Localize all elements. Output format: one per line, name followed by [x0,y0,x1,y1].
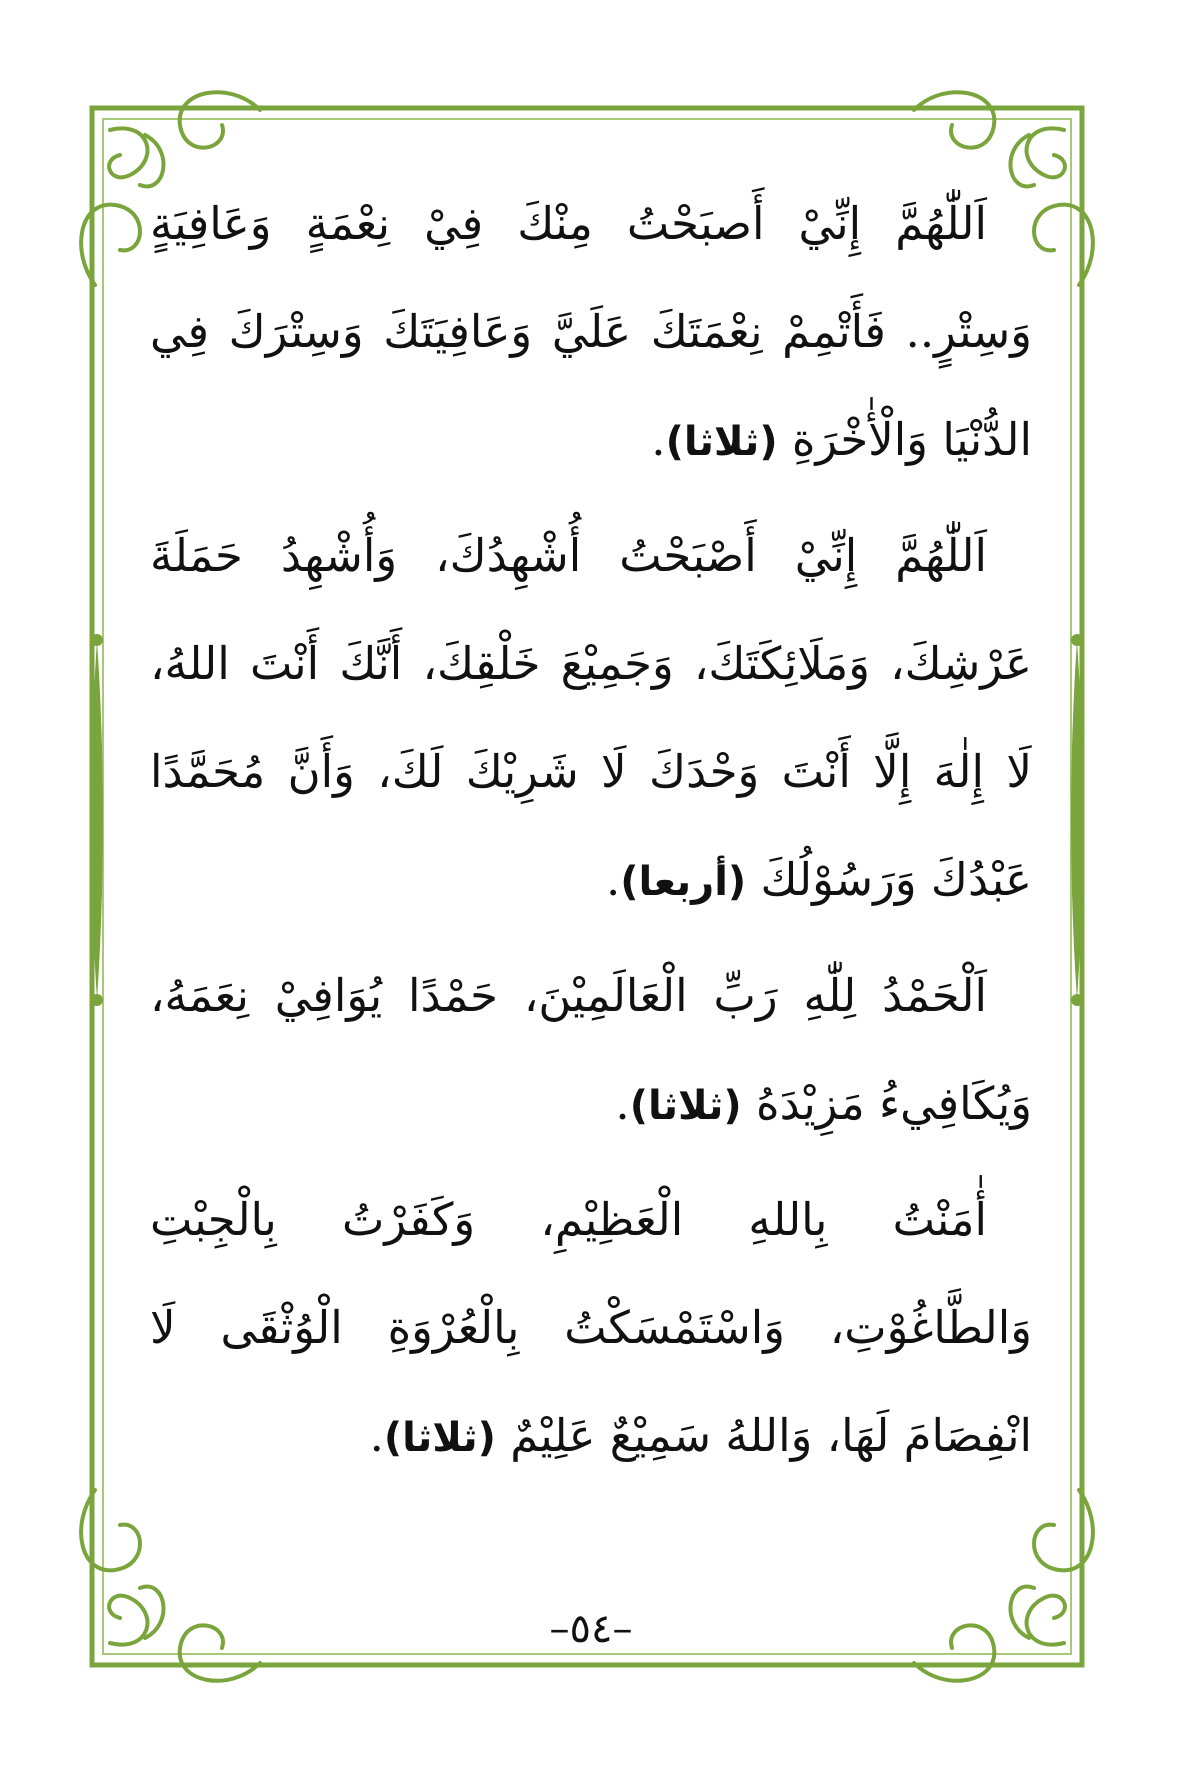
paragraph-1 [150,170,1032,496]
paragraph-3 [150,942,1032,1160]
paragraph-text: اَللّٰهُمَّ إِنِّيْ أَصبَحْتُ مِنْكَ فِيْ نِعْمَةٍ وَعَافِيَةٍ وَسِتْرٍ.. فَأَتْمِمْ نِعْمَتَكَ عَلَيَّ وَعَافِيَتَكَ وَسِتْرَكَ فِي الدُّنْيَا وَالْأٰخْرَةِ [150,197,1032,466]
repetition-count: (ثلاثا) [665,419,778,465]
repetition-count: (ثلاثا) [383,1415,496,1461]
paragraph-4 [150,1166,1032,1492]
page-number: –٥٤– [549,1606,633,1652]
paragraph-end: . [651,413,666,466]
paragraph-text: اَللّٰهُمَّ إِنِّيْ أَصْبَحْتُ أُشْهِدُكَ، وَأُشْهِدُ حَمَلَةَ عَرْشِكَ، وَمَلَائِكَتَكَ، وَجَمِيْعَ خَلْقِكَ، أَنَّكَ أَنْتَ اللهُ، لَا إِلٰهَ إِلَّا أَنْتَ وَحْدَكَ لَا شَرِيْكَ لَكَ، وَأَنَّ مُحَمَّدًا عَبْدُكَ وَرَسُوْلُكَ [150,529,1032,906]
paragraph-end: . [605,853,621,906]
supplication-text [150,170,1032,1510]
paragraph-text: أٰمَنْتُ بِاللهِ الْعَظِيْمِ، وَكَفَرْتُ بِالْجِبْتِ وَالطَّاغُوْتِ، وَاسْتَمْسَكْتُ بِالْعُرْوَةِ الْوُثْقَى لَا انْفِصَامَ لَهَا، وَاللهُ سَمِيْعٌ عَلِيْمٌ [150,1193,1032,1462]
paragraph-2 [150,502,1032,936]
paragraph-end: . [369,1409,384,1462]
repetition-count: (أربعا) [620,859,747,905]
paragraph-text: اَلْحَمْدُ لِلّٰهِ رَبِّ الْعَالَمِيْنَ، حَمْدًا يُوَافِيْ نِعَمَهُ، وَيُكَافِيءُ مَزِيْدَهُ [150,969,1032,1130]
paragraph-end: . [615,1077,630,1130]
repetition-count: (ثلاثا) [629,1083,742,1129]
